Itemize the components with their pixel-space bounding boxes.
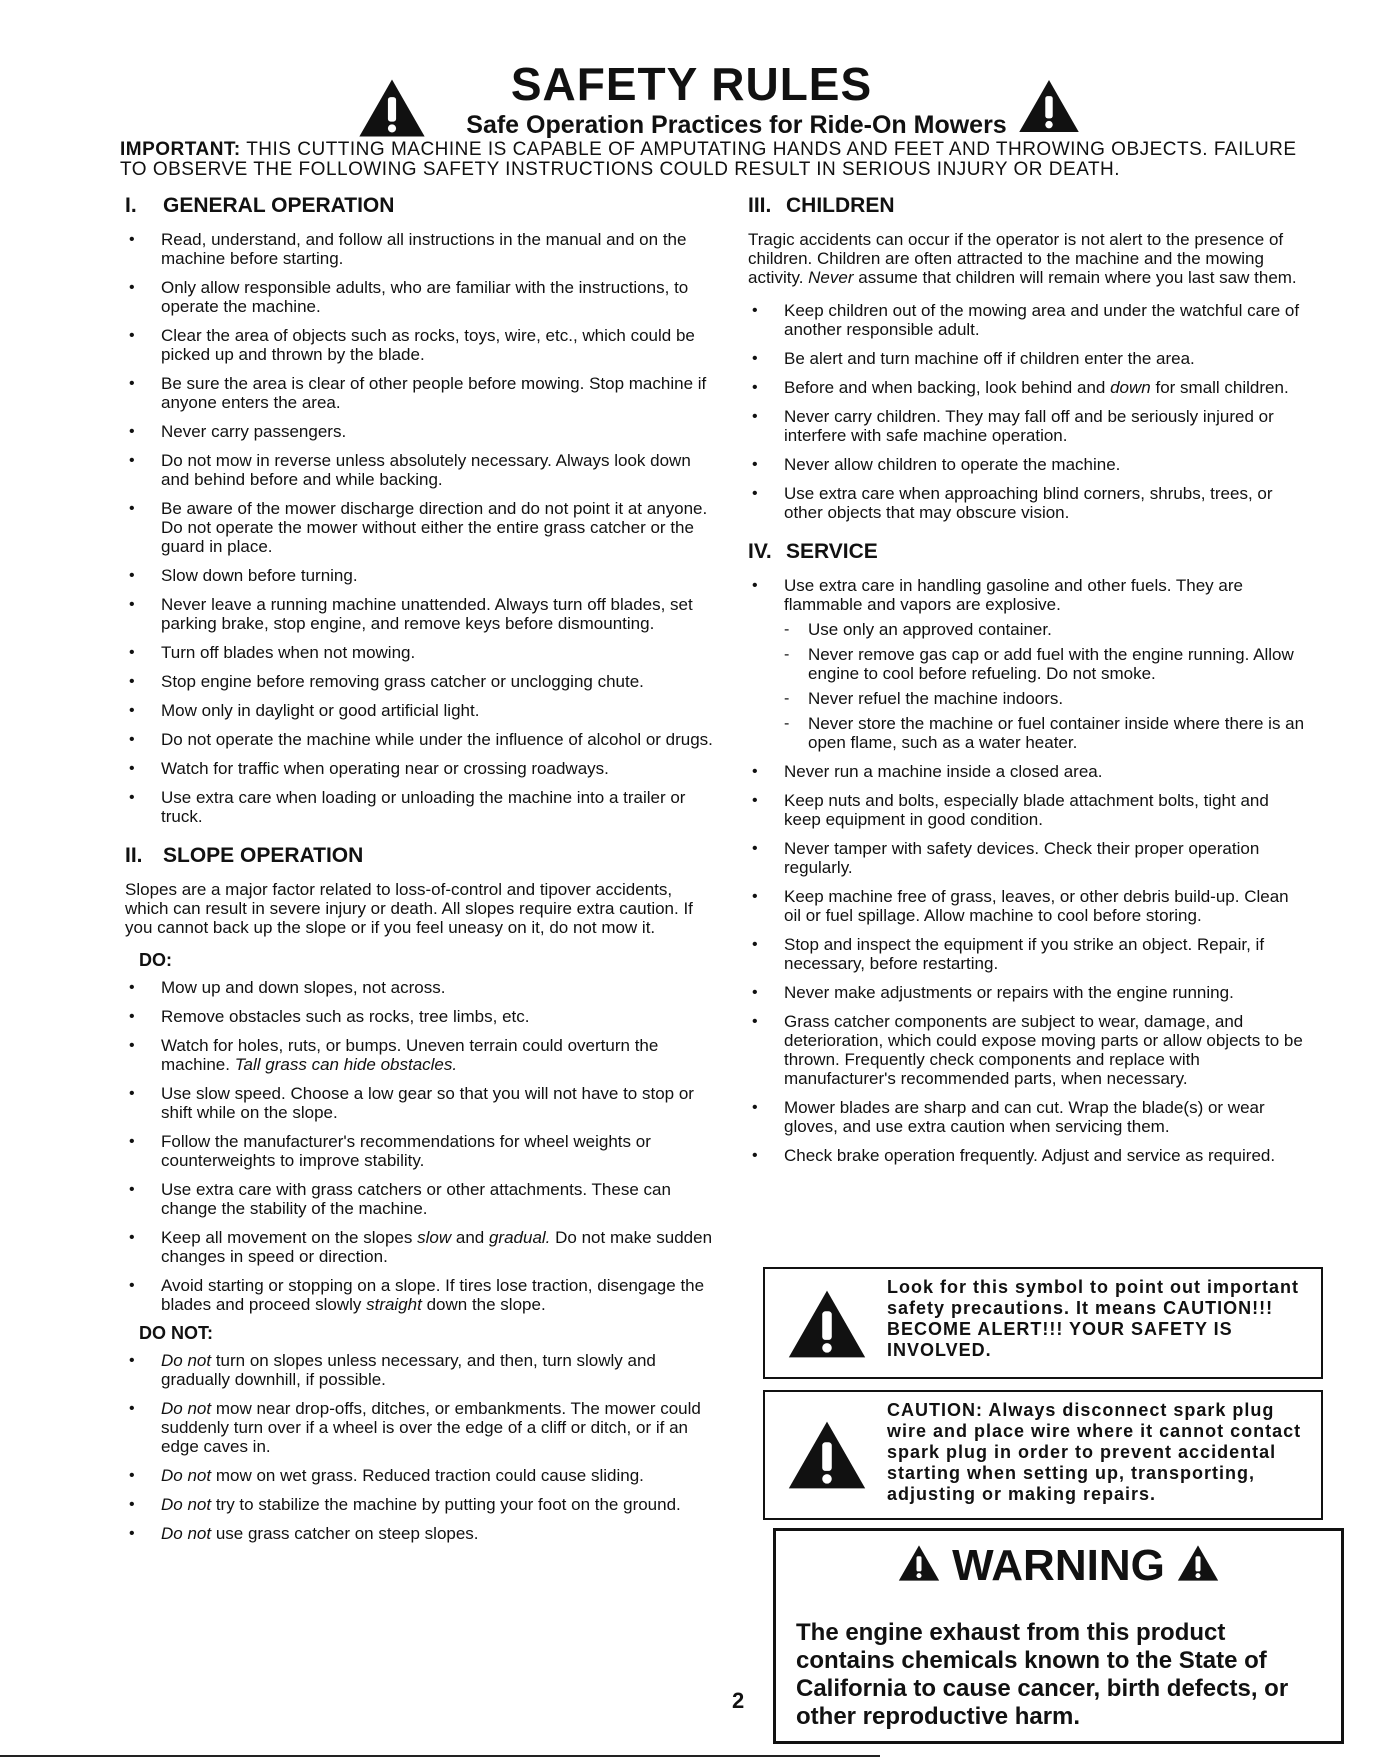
alert-triangle-icon	[787, 1289, 867, 1359]
list-item: • Never allow children to operate the machine.	[748, 455, 1308, 474]
list-item: • Do not try to stabilize the machine by putting your foot on the ground.	[125, 1495, 715, 1514]
list-item: • Be alert and turn machine off if children enter the area.	[748, 349, 1308, 368]
general-list	[125, 230, 715, 826]
caution-box	[763, 1390, 1323, 1520]
list-item: • Never tamper with safety devices. Check their proper operation regularly.	[748, 839, 1308, 877]
important-text: THIS CUTTING MACHINE IS CAPABLE OF AMPUTATING HANDS AND FEET AND THROWING OBJECTS. FAILURE TO OBSERVE THE FOLLOWING SAFETY INSTRUCTIONS COULD RESULT IN SERIOUS INJURY OR DEATH.	[120, 139, 1297, 180]
list-item: • Mow up and down slopes, not across.	[125, 978, 715, 997]
list-item: • Use extra care with grass catchers or other attachments. These can change the stability of the machine.	[125, 1180, 715, 1218]
list-item: • Follow the manufacturer's recommendations for wheel weights or counterweights to improve stability.	[125, 1132, 715, 1170]
page-header	[0, 58, 1383, 140]
list-item: • Keep children out of the mowing area and under the watchful care of another responsible adult.	[748, 301, 1308, 339]
section-heading-slope: II. SLOPE OPERATION	[125, 844, 364, 867]
list-item: • Never carry passengers.	[125, 422, 715, 441]
page-number: 2	[732, 1688, 745, 1713]
list-item: • Before and when backing, look behind and down for small children.	[748, 378, 1308, 397]
children-intro: Tragic accidents can occur if the operator is not alert to the presence of children. Children are often attracted to the machine and the mowing activity. Never assume that children will remain where you last saw them.	[748, 230, 1297, 287]
children-list	[748, 301, 1308, 522]
page-subtitle: Safe Operation Practices for Ride-On Mowers	[466, 111, 1007, 139]
service-list	[748, 576, 1308, 614]
list-item: - Never refuel the machine indoors.	[748, 689, 1308, 708]
symbol-notice-box	[763, 1267, 1323, 1379]
list-item: • Keep machine free of grass, leaves, or other debris build-up. Clean oil or fuel spillage. Allow machine to cool before storing.	[748, 887, 1308, 925]
section-heading-service: IV. SERVICE	[748, 540, 878, 563]
warning-text: The engine exhaust from this product contains chemicals known to the State of California to cause cancer, birth defects, or other reproductive harm.	[796, 1619, 1289, 1730]
list-item: • Slow down before turning.	[125, 566, 715, 585]
fuel-sublist	[748, 620, 1308, 752]
symbol-notice-text: Look for this symbol to point out important safety precautions. It means CAUTION!!! BECOME ALERT!!! YOUR SAFETY IS INVOLVED.	[887, 1277, 1299, 1360]
list-item: • Remove obstacles such as rocks, tree limbs, etc.	[125, 1007, 715, 1026]
caution-text: CAUTION: Always disconnect spark plug wire and place wire where it cannot contact spark plug in order to prevent accidental starting when setting up, transporting, adjusting or making repairs.	[887, 1400, 1302, 1504]
list-item: • Never carry children. They may fall off and be seriously injured or interfere with safe machine operation.	[748, 407, 1308, 445]
list-item: • Be aware of the mower discharge direction and do not point it at anyone. Do not operate the mower without either the entire grass catcher or the guard in place.	[125, 499, 715, 556]
list-item: • Do not mow in reverse unless absolutely necessary. Always look down and behind before and while backing.	[125, 451, 715, 489]
list-item: • Do not mow near drop-offs, ditches, or embankments. The mower could suddenly turn over if a wheel is over the edge of a cliff or ditch, or if an edge caves in.	[125, 1399, 715, 1456]
list-item: • Do not use grass catcher on steep slopes.	[125, 1524, 715, 1543]
warning-title: WARNING	[776, 1541, 1341, 1591]
list-item: • Never run a machine inside a closed area.	[748, 762, 1308, 781]
list-item: • Do not mow on wet grass. Reduced traction could cause sliding.	[125, 1466, 715, 1485]
list-item: • Watch for holes, ruts, or bumps. Uneven terrain could overturn the machine. Tall grass can hide obstacles.	[125, 1036, 715, 1074]
important-label: IMPORTANT:	[120, 139, 241, 160]
donot-label: DO NOT:	[139, 1323, 213, 1343]
warning-box	[773, 1528, 1344, 1744]
list-item: • Clear the area of objects such as rocks, toys, wire, etc., which could be picked up and thrown by the blade.	[125, 326, 715, 364]
list-item: • Use slow speed. Choose a low gear so that you will not have to stop or shift while on the slope.	[125, 1084, 715, 1122]
list-item: • Turn off blades when not mowing.	[125, 643, 715, 662]
list-item: • Stop engine before removing grass catcher or unclogging chute.	[125, 672, 715, 691]
section-heading-general: I. GENERAL OPERATION	[125, 194, 395, 217]
list-item: • Mower blades are sharp and can cut. Wrap the blade(s) or wear gloves, and use extra caution when servicing them.	[748, 1098, 1308, 1136]
do-list	[125, 978, 715, 1314]
important-notice	[120, 140, 1320, 180]
list-item: • Use extra care in handling gasoline and other fuels. They are flammable and vapors are explosive.	[748, 576, 1308, 614]
alert-triangle-icon	[787, 1420, 867, 1490]
list-item: • Be sure the area is clear of other people before mowing. Stop machine if anyone enters the area.	[125, 374, 715, 412]
list-item: • Do not operate the machine while under the influence of alcohol or drugs.	[125, 730, 715, 749]
bottom-rule	[0, 1755, 880, 1757]
list-item: • Only allow responsible adults, who are familiar with the instructions, to operate the machine.	[125, 278, 715, 316]
section-heading-children: III. CHILDREN	[748, 194, 895, 217]
donot-list	[125, 1351, 715, 1543]
list-item: - Never remove gas cap or add fuel with the engine running. Allow engine to cool before refueling. Do not smoke.	[748, 645, 1308, 683]
list-item: • Grass catcher components are subject to wear, damage, and deterioration, which could expose moving parts or allow objects to be thrown. Frequently check components and replace with manufacturer's recommended parts, when necessary.	[748, 1012, 1308, 1088]
list-item: • Keep all movement on the slopes slow and gradual. Do not make sudden changes in speed or direction.	[125, 1228, 715, 1266]
list-item: • Watch for traffic when operating near or crossing roadways.	[125, 759, 715, 778]
list-item: • Do not turn on slopes unless necessary, and then, turn slowly and gradually downhill, if possible.	[125, 1351, 715, 1389]
list-item: - Use only an approved container.	[748, 620, 1308, 639]
list-item: • Never make adjustments or repairs with the engine running.	[748, 983, 1308, 1002]
right-column	[748, 194, 1308, 1175]
list-item: • Use extra care when loading or unloading the machine into a trailer or truck.	[125, 788, 715, 826]
list-item: • Keep nuts and bolts, especially blade attachment bolts, tight and keep equipment in good condition.	[748, 791, 1308, 829]
page-title: SAFETY RULES	[510, 58, 873, 110]
list-item: - Never store the machine or fuel container inside where there is an open flame, such as a water heater.	[748, 714, 1308, 752]
alert-triangle-icon	[1177, 1544, 1219, 1582]
list-item: • Check brake operation frequently. Adjust and service as required.	[748, 1146, 1308, 1165]
slope-intro: Slopes are a major factor related to loss-of-control and tipover accidents, which can result in severe injury or death. All slopes require extra caution. If you cannot back up the slope or if you feel uneasy on it, do not mow it.	[125, 880, 693, 937]
list-item: • Mow only in daylight or good artificial light.	[125, 701, 715, 720]
list-item: • Read, understand, and follow all instructions in the manual and on the machine before starting.	[125, 230, 715, 268]
do-label: DO:	[139, 950, 172, 970]
left-column	[125, 194, 715, 1553]
list-item: • Never leave a running machine unattended. Always turn off blades, set parking brake, stop engine, and remove keys before dismounting.	[125, 595, 715, 633]
alert-triangle-icon	[898, 1544, 940, 1582]
list-item: • Use extra care when approaching blind corners, shrubs, trees, or other objects that may obscure vision.	[748, 484, 1308, 522]
list-item: • Stop and inspect the equipment if you strike an object. Repair, if necessary, before restarting.	[748, 935, 1308, 973]
list-item: • Avoid starting or stopping on a slope. If tires lose traction, disengage the blades and proceed slowly straight down the slope.	[125, 1276, 715, 1314]
service-list-more	[748, 762, 1308, 1165]
